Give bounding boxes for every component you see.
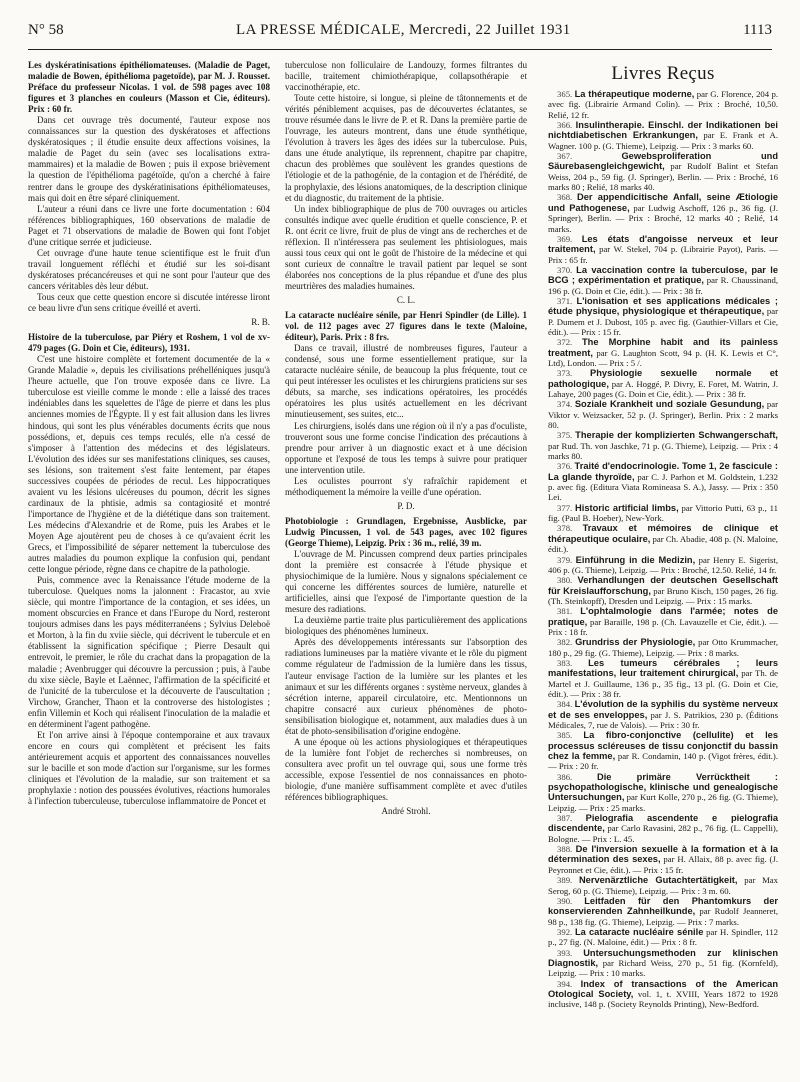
entry-title: L'évolution de la syphilis du système nerveux et de ses enveloppes, <box>548 699 778 720</box>
entry-number: 382. <box>557 637 576 648</box>
books-received-heading: Livres Reçus <box>611 63 715 84</box>
book-entry <box>548 875 778 896</box>
review-paragraph: Cet ouvrage d'une haute tenue scientifique est le fruit d'un travail longuement réfléchi et étudié sur les soi-disant dyskératoses précancéreuses et qui ne sont pour l'auteur que des cancers véritables dès leur début. <box>28 247 270 291</box>
entry-details: par Richard Weiss, 270 p., 51 fig. (Kornfeld), Leipzig. — Prix : 10 marks. <box>548 957 778 979</box>
entry-title: La fibro-conjonctive (cellulite) et les processus scléreuses de tissu conjonctif du bassin chez la femme, <box>548 730 779 762</box>
review-paragraph: tuberculose non folliculaire de Landouzy, formes filtrantes du bacille, traitement chimiothérapique, collapsothérapie et vaccinothérapie, etc. <box>285 60 527 93</box>
entry-number: 389. <box>557 875 579 886</box>
journal-name: LA PRESSE MÉDICALE, <box>236 22 405 38</box>
entry-number: 368. <box>557 192 578 203</box>
entry-number: 394. <box>557 978 581 989</box>
book-entry <box>548 658 778 699</box>
entry-number: 366. <box>557 120 576 131</box>
entry-title: Soziale Krankheit und soziale Gesundung, <box>574 399 765 410</box>
entry-title: Der appendicitische Anfall, seine Ætiologie und Pathogenese, <box>548 192 778 213</box>
book-entry <box>548 296 778 337</box>
review-title: La cataracte nucléaire sénile, par Henri Spindler (de Lille). 1 vol. de 112 pages avec 27 figures dans le texte (Maloine, éditeur), Paris. Prix : 8 frs. <box>285 310 527 343</box>
book-entry <box>548 555 778 576</box>
entry-details: par Otto Krummacher, 180 p., 29 fig. (G. Thieme), Leipzig. — Prix : 8 marks. <box>548 637 778 658</box>
review-paragraph: L'auteur a réuni dans ce livre une forte documentation : 604 références bibliographiques, 160 observations de maladie de Paget et 71 observations de maladie de Bowen qui font l'objet d'une critique serrée et judicieuse. <box>28 203 270 247</box>
entry-title: L'ophtalmologie dans l'armée; notes de pratique, <box>548 606 778 627</box>
entry-number: 390. <box>557 895 585 906</box>
review-paragraph: Dans ce travail, illustré de nombreuses figures, l'auteur a condensé, sous une forme essentiellement pratique, sur la cataracte nucléaire sénile, de beaucoup la plus fréquente, tout ce qui peut intéresser les oculistes et les chirurgiens praticiens sur ses débuts, sa marche, ses indications opératoires, les procédés opératoires les plus usités actuellement en les décrivant minutieusement, ses suites, etc... <box>285 343 527 420</box>
entry-title: Les états d'angoisse nerveux et leur traitement, <box>548 233 779 255</box>
book-entry <box>548 89 778 120</box>
entry-number: 388. <box>557 844 576 855</box>
entry-title: Einführung in die Medizin, <box>575 554 696 565</box>
entry-title: Gewebsproliferation und Säurebasengleichgewicht, <box>548 151 778 172</box>
entry-number: 387. <box>557 813 586 824</box>
review-paragraph: Et l'on arrive ainsi à l'époque contemporaine et aux travaux encore en cours qui complètent et précisent les faits antérieurement acquis et apportent des connaissances nouvelles sur le bacille et son mode d'action sur l'organisme, sur les formes cliniques et l'évolution de la maladie, sur son traitement et sa prophylaxie : notion des poussées évolutives, réactions humorales à l'infection tuberculeuse, tuberculose inflammatoire de Poncet et <box>28 729 270 807</box>
entry-title: Travaux et mémoires de clinique et thérapeutique oculaire, <box>548 523 778 544</box>
book-entry <box>548 399 778 430</box>
review-paragraph: L'ouvrage de M. Pincussen comprend deux parties principales dont la première est consacrée à l'étude physique et physiochimique de la lumière. Nous y signalons spécialement ce qui concerne les différentes sources de lumière, naturelle et artificielles, ainsi que l'exposé de l'importante question de la mesure des radiations. <box>285 549 527 615</box>
entry-title: The Morphine habit and its painless treatment, <box>548 337 778 358</box>
entry-details: par Bruno Kisch, 150 pages, 26 fig. (Th. Steinkopff), Dresden und Leipzig. — Prix : 15 marks. <box>548 585 778 606</box>
entry-title: Verhandlungen der deutschen Gesellschaft für Kreislaufforschung, <box>548 575 779 596</box>
issue-number: N° 58 <box>28 22 64 38</box>
review-title: Les dyskératinisations épithéliomateuses. (Maladie de Paget, maladie de Bowen, épithélioma pagetoïde), par M. J. Rousset. Préface du professeur Nicolas. 1 vol. de 598 pages avec 108 figures et 3 planches en couleurs (Masson et Cie, éditeurs). Prix : 60 fr. <box>28 60 270 115</box>
review-paragraph: Après des développements intéressants sur l'absorption des radiations lumineuses par la matière vivante et le rôle du pigment comme régulateur de l'admission de la lumière dans les tissus, l'auteur envisage l'action de la lumière sur les plantes et les animaux et sur les différents organes : système nerveux, glandes à sécrétion interne, appareil circulatoire, etc. Mentionnons un chapitre consacré aux curieux phénomènes de photo-sensibilisation biologique et, notamment, aux maladies dues à un état de photo-sensibilisation d'origine endogène. <box>285 637 527 736</box>
entry-number: 370. <box>557 264 577 275</box>
entry-details: par R. Condamin, 140 p. (Vigot frères, édit.). — Prix : 20 fr. <box>548 751 779 772</box>
page-header <box>28 22 772 50</box>
book-entry <box>548 948 778 979</box>
entry-details: par Baraille, 198 p. (Ch. Lavauzelle et Cie, édit.). — Prix : 18 fr. <box>548 616 778 637</box>
entry-title: Therapie der komplizierten Schwangerschaft, <box>575 430 778 441</box>
book-entry <box>548 368 778 399</box>
book-entry <box>548 927 778 948</box>
entry-title: Nervenärztliche Gutachtertätigkeit, <box>578 875 738 886</box>
entry-details: par Max Serog, 60 p. (G. Thieme), Leipzig. — Prix : 3 m. 60. <box>548 875 779 896</box>
entry-details: par Henry E. Sigerist, 406 p. (G. Thieme), Leipzig. — Prix : Broché, 12.50. Relié, 14 fr. <box>548 554 778 575</box>
book-entry <box>548 699 778 730</box>
book-entry <box>548 813 778 844</box>
entry-title: Physiologie sexuelle normale et pathologique, <box>548 368 778 389</box>
review-paragraph: Toute cette histoire, si longue, si pleine de tâtonnements et de vérités péniblement acquises, pas de découvertes éclatantes, se trouve résumée dans le livre de P. et R. Dans la première partie de l'ouvrage, les auteurs montrent, dans une étude synthétique, l'évolution à travers les âges des idées sur la tuberculose. Puis, dans une étude analytique, ils reprennent, chapitre par chapitre, chacun des problèmes que soulèvent les grandes questions de l'étiologie et de la pathogénie, de la contagion et de l'hérédité, de la prophylaxie, des lésions anatomiques, de la description clinique et du diagnostic, du traitement de la phtisie. <box>285 93 527 203</box>
entry-details: par E. Frank et A. Wagner. 100 p. (G. Thieme), Leipzig. — Prix : 3 marks 60. <box>548 130 779 151</box>
book-entry <box>548 151 778 192</box>
review-signature: R. B. <box>251 317 270 328</box>
book-entry <box>548 234 778 265</box>
entry-details: par W. Stekel, 704 p. (Librairie Payot), Paris. — Prix : 65 fr. <box>548 244 778 265</box>
book-entry <box>548 730 778 771</box>
entry-details: par Viktor v. Weizsacker, 52 p. (J. Springer), Berlin. Prix : 2 marks 80. <box>548 399 779 431</box>
column-middle <box>285 60 527 821</box>
entry-title: De l'inversion sexuelle à la formation et à la détermination des sexes, <box>548 844 779 865</box>
book-entry <box>548 772 778 813</box>
entry-number: 376. <box>557 461 575 472</box>
review-paragraph: Puis, commence avec la Renaissance l'étude moderne de la tuberculose. Quelques noms la jalonnent : Fracastor, au xvie siècle, qui montre l'importance de la contagion, et ses idées, un moment obscurcies en France et dans l'Europe du Nord, resteront toujours admises dans les pays méditerranéens ; Sylvius Deleboë et Morton, à la fin du xviie siècle, qui décrivent le tubercule et en établissent la signification spécifique ; Pierre Desault qui entrevoit, le premier, le rôle du crachat dans la propagation de la maladie ; Avenbrugger qui découvre la percussion ; puis, à l'aube du xixe siècle, Bayle et Laënnec, l'affirmation de la spécificité et de l'unicité de la tuberculose et la découverte de l'auscultation ; Virchow, Grancher, Thaon et la controverse des histologistes ; enfin Villemin et Koch qui réalisent l'inoculation de la maladie et en déterminent l'agent pathogène. <box>28 575 270 729</box>
entry-number: 374. <box>557 399 575 410</box>
entry-number: 385. <box>557 730 584 741</box>
review-title: Histoire de la tuberculose, par Piéry et Roshem, 1 vol de xv-479 pages (G. Doin et Cie, éditeurs), 1931. <box>28 332 270 354</box>
book-entry <box>548 461 778 502</box>
entry-number: 371. <box>557 295 577 306</box>
entry-title: Les tumeurs cérébrales ; leurs manifestations, leur traitement chirurgical, <box>548 657 778 679</box>
entry-number: 377. <box>557 502 576 513</box>
review-paragraph: La deuxième partie traite plus particulièrement des applications biologiques des phénomènes lumineux. <box>285 615 527 637</box>
book-entry <box>548 844 778 875</box>
entry-details: par Ludwig Aschoff, 126 p., 36 fig. (J. Springer), Berlin. — Prix : Broché, 12 marks 40 ; Relié, 14 marks. <box>548 202 778 234</box>
entry-details: par J. S. Patrikios, 230 p. (Éditions Médicales, 7, rue de Valois). — Prix : 30 fr. <box>548 709 778 731</box>
entry-title: La thérapeutique moderne, <box>574 89 695 100</box>
entry-details: par Carlo Ravasini, 282 p., 76 fig. (L. Cappelli), Bologne. — Prix : L. 45. <box>548 823 778 844</box>
entry-number: 381. <box>557 606 581 617</box>
entry-details: par G. Florence, 204 p. avec fig. (Librairie Armand Colin). — Prix : Broché, 10,50. Relié, 12 fr. <box>548 89 779 120</box>
book-entry <box>548 637 778 658</box>
entry-number: 372. <box>557 337 582 348</box>
review-paragraph: A une époque où les actions physiologiques et thérapeutiques de la lumière font l'objet de recherches si nombreuses, on consultera avec profit un tel ouvrage qui, sous une forme très accessible, expose l'essentiel de nos connaissances en photo-biologie, d'une manière suffisamment complète et avec d'utiles références bibliographiques. <box>285 736 527 803</box>
entry-number: 392. <box>557 926 575 937</box>
entry-details: par H. Spindler, 112 p., 27 fig. (N. Maloine, édit.) — Prix : 8 fr. <box>548 926 779 948</box>
review-paragraph: Un index bibliographique de plus de 700 ouvrages ou articles consultés indique avec quelle érudition et quelle conscience, P. et R. ont écrit ce livre, fruit de plus de vingt ans de recherches et de réflexion. Il n'intéressera pas seulement les phtisiologues, mais aussi tous ceux qui ont le goût de l'histoire de la médecine et qui sont curieux de connaître le travail patient par lequel se sont élaborées nos conceptions de la plus répandue et d'une des plus meurtrières des maladies humaines. <box>285 203 527 291</box>
book-entry <box>548 265 778 296</box>
book-entry <box>548 192 778 233</box>
entry-number: 375. <box>557 430 576 441</box>
book-entry <box>548 523 778 554</box>
entry-details: par A. Hoggé, P. Divry, E. Foret, M. Watrin, J. Lahaye, 200 pages (G. Doin et Cie, édit.). — Prix : 38 fr. <box>548 378 778 400</box>
entry-number: 373. <box>557 368 591 379</box>
entry-details: par P. Dumem et J. Dubost, 105 p. avec fig. (Gauthier-Villars et Cie, édit.). — Prix : 15 fr. <box>548 306 778 337</box>
entry-details: par R. Chaussinand, 196 p. (G. Doin et Cie, édit.). — Prix : 38 fr. <box>548 275 778 296</box>
entry-title: Insulintherapie. Einschl. der Indikationen bei nichtdiabetischen Erkrankungen, <box>548 120 779 141</box>
entry-details: par Rudolf Jeanneret, 98 p., 138 fig. (G. Thieme), Leipzig. — Prix : 7 marks. <box>548 906 778 927</box>
review-paragraph: Les oculistes pourront s'y rafraîchir rapidement et méthodiquement la mémoire la veille d'une opération. <box>285 475 527 497</box>
journal-masthead <box>236 22 571 39</box>
entry-number: 380. <box>557 575 578 586</box>
book-entry <box>548 896 778 927</box>
entry-number: 367. <box>557 151 622 162</box>
entry-details: par Rud. Th. von Jaschke, 71 p. (G. Thieme), Leipzig. — Prix : 4 marks 80. <box>548 440 778 462</box>
review-paragraph: Les chirurgiens, isolés dans une région où il n'y a pas d'oculiste, trouveront sous une forme concise l'indication des précautions à prendre pour arriver à un diagnostic exact et à une décision opportune et l'exposé de tous les temps à suivre pour pratiquer une intervention utile. <box>285 420 527 475</box>
entry-number: 383. <box>557 657 589 668</box>
entry-title: Traité d'endocrinologie. Tome 1, 2e fascicule : La glande thyroïde, <box>548 461 779 482</box>
entry-title: La cataracte nucléaire sénile <box>574 926 704 937</box>
book-entry <box>548 503 778 524</box>
book-entry <box>548 430 778 461</box>
review-paragraph: C'est une histoire complète et fortement documentée de la « Grande Maladie », depuis les civilisations préhelléniques jusqu'à l'heure actuelle, que l'on trouve exposée dans ce livre. La tuberculose est vieille comme le monde : elle a laissé des traces indéniables dans les squelettes de l'âge de pierre et dans les plus anciennes momies de l'Égypte. Il y est fait allusion dans les livres hindous, qui sont les plus vénérables documents écrits que nous possédions, et, depuis ces temps reculés, elle n'a cessé de s'imposer à l'attention des médecins et des législateurs. L'évolution des idées sur ses manifestations cliniques, ses causes, ses lésions, son traitement s'est faite lentement, par étapes successives coupées de périodes de recul. Les hippocratiques avaient vu les lésions ulcéreuses du poumon, décrit les signes cardinaux de la phtisie, admis sa contagiosité et montré l'importance de l'hygiène et de la diététique dans son traitement. Les médecins d'Alexandrie et de Rome, puis les Arabes et le Moyen Age ajoutèrent peu de choses à ce qu'avaient écrit les Grecs, et l'impossibilité de séparer nettement la tuberculose des autres maladies du poumon explique la confusion qui, pendant cette longue période, règne dans ce chapitre de la pathologie. <box>28 354 270 575</box>
entry-title: Pielografia ascendente e pielografia discendente, <box>548 813 778 834</box>
entry-details: par Vittorio Putti, 63 p., 11 fig. (Paul B. Hoeber), New-York. <box>548 502 778 524</box>
entry-details: par C. J. Parhon et M. Goldstein, 1.232 p. avec fig. (Editura Viata Romineasa S. A.), Jassy. — Prix : 350 Lei. <box>548 471 778 503</box>
review-paragraph: Tous ceux que cette question encore si discutée intéresse liront ce beau livre d'un sens critique éveillé et averti. <box>28 291 270 314</box>
page-number: 1113 <box>743 22 772 38</box>
entry-title: Leitfaden für den Phantomkurs der konservierenden Zahnheilkunde, <box>548 895 779 917</box>
column-right <box>548 60 778 1010</box>
entry-details: par Th. de Martel et J. Guillaume, 136 p., 35 fig., 13 pl. (G. Doin et Cie, édit.). — Prix : 38 fr. <box>548 668 778 699</box>
entry-title: Historic artificial limbs, <box>575 502 679 513</box>
book-entry <box>548 979 778 1010</box>
entry-number: 379. <box>557 554 576 565</box>
entry-number: 365. <box>557 89 575 100</box>
review-signature: André Strohl. <box>381 806 431 817</box>
book-entry <box>548 337 778 368</box>
book-entry <box>548 120 778 151</box>
entry-number: 369. <box>557 233 582 244</box>
entry-number: 386. <box>557 771 597 782</box>
review-title: Photobiologie : Grundlagen, Ergebnisse, Ausblicke, par Ludwig Pincussen, 1 vol. de 543 pages, avec 102 figures (George Thieme), Leipzig. Prix : 36 m., relié, 39 m. <box>285 515 527 548</box>
entry-number: 384. <box>557 699 575 710</box>
entry-title: Index of transactions of the American Otological Society, <box>548 978 778 999</box>
entry-number: 378. <box>557 523 583 534</box>
entry-title: La vaccination contre la tuberculose, par le BCG ; expérimentation et pratique, <box>548 264 778 286</box>
entry-title: Grundriss der Physiologie, <box>575 637 696 648</box>
entry-details: par H. Allaix, 88 p. avec fig. (J. Peyronnet et Cie, édit.). — Prix : 15 fr. <box>548 854 778 875</box>
entry-details: par Kurt Kolle, 270 p., 26 fig. (G. Thieme), Leipzig. — Prix : 25 marks. <box>548 792 778 813</box>
entry-details: par Rudolf Balint et Stefan Weiss, 204 p., 59 fig. (J. Springer), Berlin. — Prix : Broché, 16 marks 80 ; Relié, 18 marks 40. <box>548 161 778 193</box>
review-paragraph: Dans cet ouvrage très documenté, l'auteur expose nos connaissances sur la question des dyskératoses et affections dyskératosiques ; il étudie ensuite deux affections voisines, la maladie de Paget du sein (avec ses localisations extra-mammaires) et la maladie de Bowen ; puis il expose brièvement la question de l'épithélioma pagétoïde, qu'on a cherché à faire rentrer dans le groupe des dyskératinisations épithéliomateuses, mais qui doit en être séparé cliniquement. <box>28 115 270 203</box>
issue-date: Mercredi, 22 Juillet 1931 <box>409 22 571 38</box>
review-signature: C. L. <box>396 294 416 305</box>
entry-details: par Ch. Abadie, 408 p. (N. Maloine, édit.). <box>548 533 778 555</box>
review-signature: P. D. <box>397 500 415 511</box>
book-entry <box>548 606 778 637</box>
entry-details: vol. 1, t. XVIII, Years 1872 to 1928 inclusive, 148 p. (Society Reynolds Printing), New-Bedford. <box>548 988 778 1010</box>
entry-title: Die primäre Verrücktheit : psychopathologische, klinische und genealogische Untersuchungen, <box>548 771 779 803</box>
entry-title: Untersuchungsmethoden zur klinischen Diagnostik, <box>548 947 778 968</box>
entry-title: L'ionisation et ses applications médicales ; étude physique, physiologique et thérapeutique, <box>548 295 778 317</box>
column-left <box>28 60 270 807</box>
books-received-list <box>548 89 778 1010</box>
book-entry <box>548 575 778 606</box>
entry-number: 393. <box>557 947 584 958</box>
entry-details: par G. Laughton Scott, 94 p. (H. K. Lewis et C°, Ltd), London. — Prix : 5 /. <box>548 347 778 368</box>
